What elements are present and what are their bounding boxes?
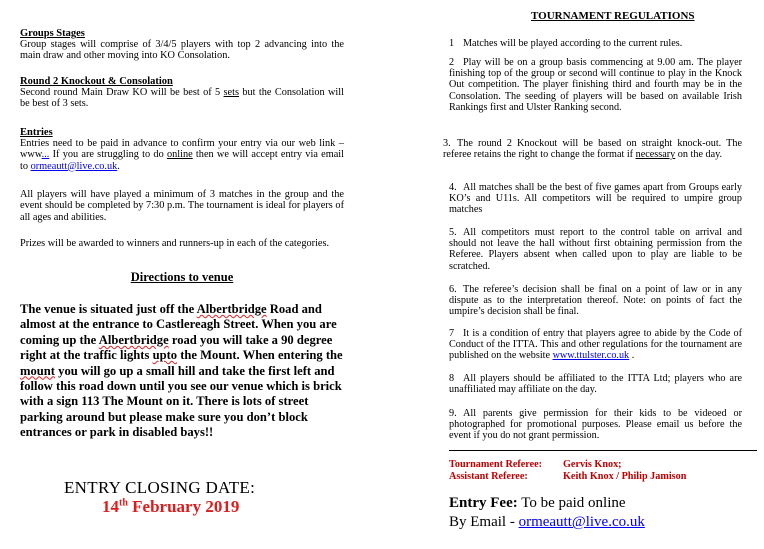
players-text: All players will have played a minimum of 3 matches in the group and the event should be completed by 7:30 p.m. The tournament is ideal for players of all ages and abilities. [20,189,344,223]
regulation-number: 4. [449,182,457,193]
prizes-text: Prizes will be awarded to winners and runners-up in each of the categories. [20,238,330,249]
regulation-text: All parents give permission for their kids to be videoed or photographed for promotional purposes. Please email us before the event if you do not grant permission. [449,408,742,442]
regulation-2 [449,57,742,113]
assistant-referee [449,471,686,482]
regulation-text-b: . [629,350,635,362]
regulation-6 [449,284,742,318]
round2-sets: sets [223,87,239,98]
entry-email [449,514,645,531]
closing-date [102,497,239,517]
regulation-1 [449,38,742,49]
regulation-text: Play will be on a group basis commencing at 9.00 am. The player finishing top of the group or second will continue to play in the Knock Out competition. The player finishing third and fourth may be in the Consolation. The seeding of players will be based on available Irish Rankings first and Ulster Ranking second. [449,57,742,113]
entry-fee-text: To be paid online [517,495,626,511]
regulation-text: Matches will be played according to the current rules. [463,38,683,49]
directions-upto: upto [152,348,178,363]
regulation-number: 8 [449,373,455,384]
referee-divider [449,450,757,451]
entries-web-link[interactable]: ... [41,149,50,161]
entries-online: online [166,149,193,161]
regulation-5 [449,227,742,272]
round2-text-a: Second round Main Draw KO will be best of 5 [20,87,224,98]
entry-email-prefix: By Email - [449,514,519,530]
entries-text-b: If you are struggling to do [49,149,167,161]
directions-mount: mount [20,363,55,378]
assistant-referee-name: Keith Knox / Philip Jamison [563,471,687,482]
regulation-8 [449,373,742,395]
directions-p5: you will go up a small hill and take the first left and follow this road down until you see our venue which is brick with a sign 113 The Mount on it. There is lots of street parking around but please make sure you don’t block entrances or park in disabled bays!! [20,363,342,440]
regulation-7 [449,328,742,362]
entry-fee-label: Entry Fee: [449,495,518,511]
regulation-text: All matches shall be the best of five games apart from Groups early KO’s and U11s. All competitors will be required to umpire group matches [449,182,742,216]
tournament-referee-label: Tournament Referee: [449,459,543,470]
closing-day: 14 [102,497,119,516]
closing-month-year: February 2019 [127,497,240,516]
entries-text-c: then we will accept entry via email to [20,149,344,172]
directions-text [20,302,344,441]
regulation-number: 1 [449,38,455,49]
regulation-number: 2 [449,57,455,68]
regulation-9 [449,408,742,442]
regulation-3 [443,138,742,160]
entries-section [20,127,344,172]
entries-email-link[interactable]: ormeautt@live.co.uk [30,160,118,172]
ttulster-link[interactable]: www.ttulster.co.uk [552,350,630,362]
directions-albertbridge-2: Albertbridge [98,332,169,347]
groups-heading: Groups Stages [20,28,85,39]
round2-section [20,76,344,110]
tournament-referee [449,459,622,470]
regulation-text: The round 2 Knockout will be based on straight knock-out. The referee retains the right to change the format if [443,138,742,161]
regulation-text: All competitors must report to the control table on arrival and should not leave the hall without first obtaining permission from the Referee. Players absent when called upon to play are liable to be scratched. [449,227,742,272]
entries-text-a: Entries need to be paid in advance to confirm your entry via our web link – www [20,138,344,161]
entries-text [20,138,344,172]
directions-p2: Road and almost at the entrance to Castlereagh Street. When you are coming up the [20,302,337,347]
regulation-text: All players should be affiliated to the ITTA Ltd; players who are unaffiliated may affiliate on the day. [449,373,742,396]
regulation-number: 7 [449,328,455,339]
groups-section [20,28,344,62]
assistant-referee-label: Assistant Referee: [449,471,528,482]
regulation-4 [449,182,742,216]
regulation-number: 3. [443,138,451,149]
regulation-text-b: on the day. [675,149,723,161]
entry-email-link[interactable]: ormeautt@live.co.uk [518,514,645,530]
regulation-number: 6. [449,284,457,295]
entries-heading: Entries [20,127,53,138]
regulation-number: 9. [449,408,457,419]
regulations-title: TOURNAMENT REGULATIONS [531,10,695,22]
round2-text [20,87,344,110]
round2-text-b: but the Consolation will be best of 3 sets. [20,87,344,110]
groups-text: Group stages will comprise of 3/4/5 players with top 2 advancing into the main draw and other moving into KO Consolation. [20,39,344,62]
directions-albertbridge-1: Albertbridge [196,302,267,316]
regulation-text: It is a condition of entry that players agree to abide by the Code of Conduct of the ITTA. This and other regulations for the tournament are published on the website [449,328,742,362]
closing-date-label: ENTRY CLOSING DATE: [64,478,256,497]
regulation-text: The referee’s decision shall be final on a point of law or in any dispute as to the interpretation thereof. Note: on points of fact the umpire’s decision shall be final. [449,284,742,318]
directions-title: Directions to venue [130,270,234,284]
tournament-referee-name: Gervis Knox; [563,459,622,470]
directions-p3: road you will take a 90 degree right at the traffic lights [20,332,333,363]
directions-p4: the Mount. When entering the [177,348,343,363]
entry-fee [449,495,626,512]
right-column [443,0,742,549]
entries-text-d: . [117,160,120,172]
regulation-number: 5. [449,227,457,238]
regulation-necessary: necessary [635,149,676,161]
directions-p1: The venue is situated just off the [20,302,197,316]
closing-day-suffix: th [119,497,128,509]
round2-heading: Round 2 Knockout & Consolation [20,76,173,87]
